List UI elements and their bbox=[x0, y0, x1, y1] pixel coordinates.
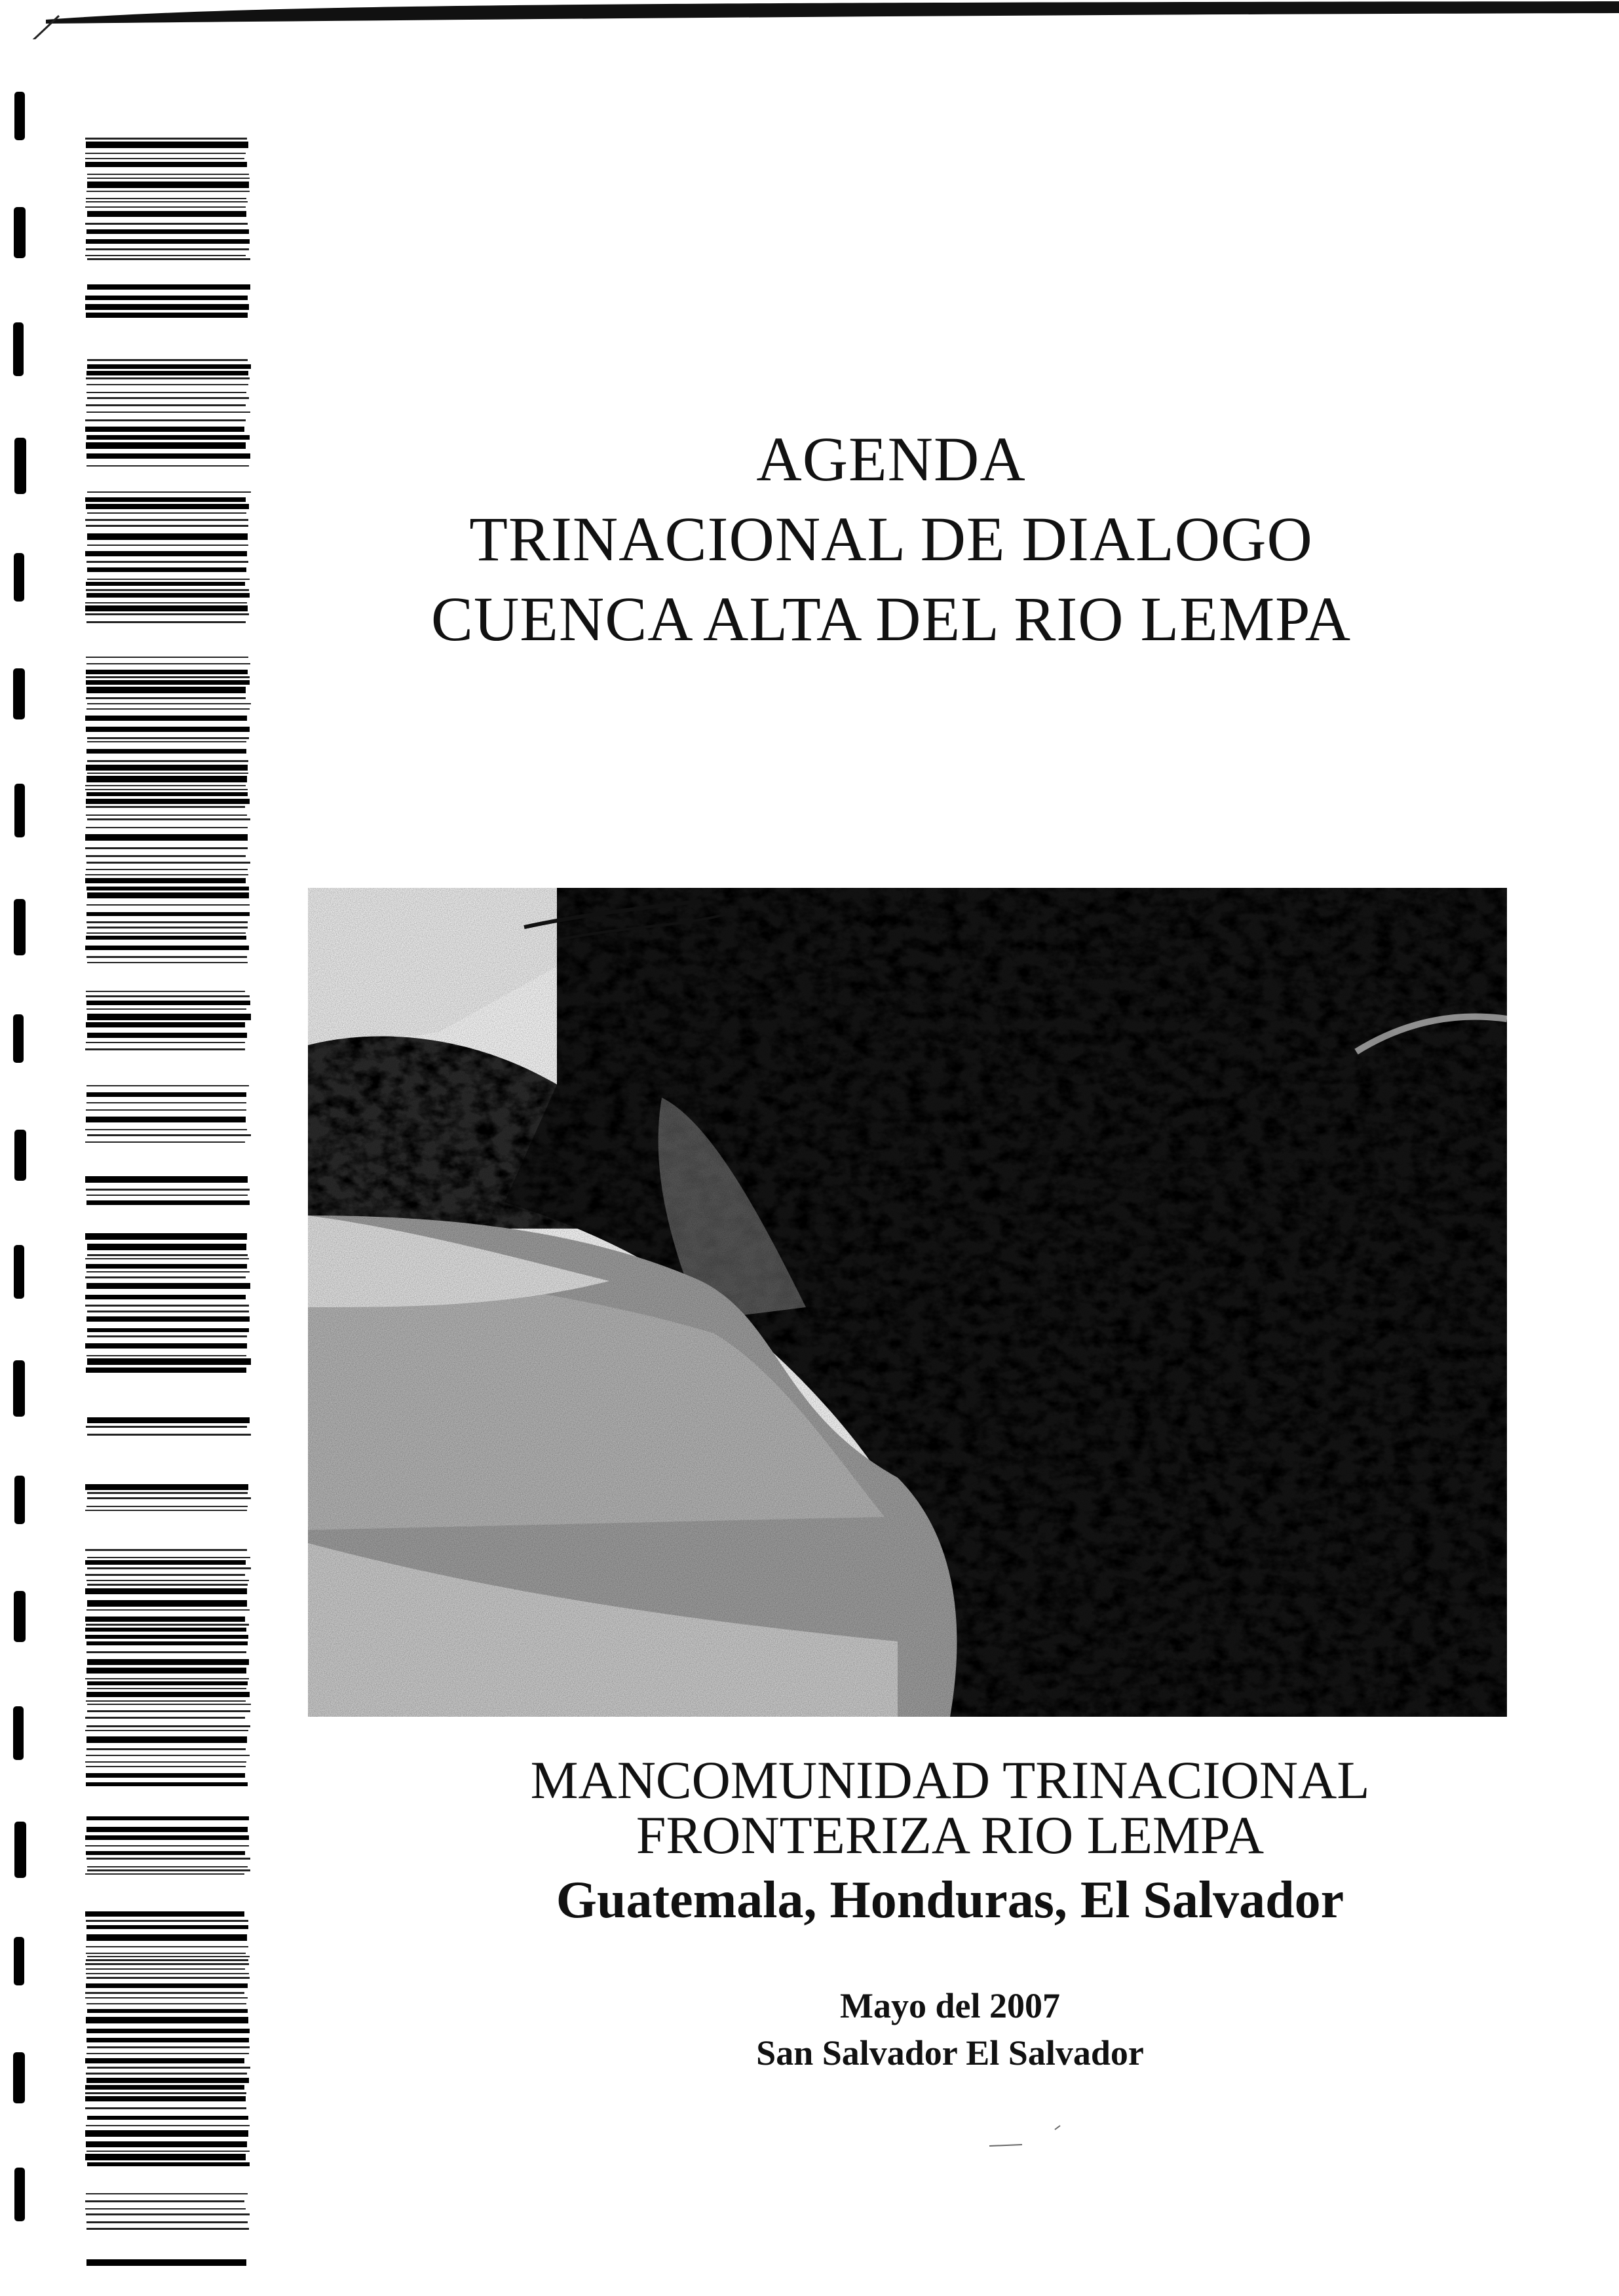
spine-bar bbox=[86, 727, 250, 732]
spine-bar bbox=[85, 834, 248, 841]
title-line-2: TRINACIONAL DE DIALOGO bbox=[469, 504, 1313, 574]
spine-bar bbox=[87, 1033, 247, 1038]
spine-bar bbox=[85, 206, 246, 208]
spine-bar bbox=[87, 1704, 251, 1705]
spine-bar bbox=[86, 2151, 250, 2152]
publication-place: San Salvador El Salvador bbox=[756, 2033, 1144, 2073]
spine-bar bbox=[86, 1283, 250, 1289]
spine-bar bbox=[86, 313, 248, 318]
organization-name bbox=[406, 1750, 1494, 1865]
spine-bar bbox=[86, 670, 248, 674]
spine-bar bbox=[86, 1189, 250, 1191]
spine-bar bbox=[86, 1426, 247, 1428]
spine-bar bbox=[86, 2003, 246, 2004]
spine-bar bbox=[86, 2221, 248, 2223]
spine-bar bbox=[86, 435, 250, 440]
spine-bar bbox=[86, 680, 250, 685]
spine-bar bbox=[86, 198, 246, 199]
spine-bar bbox=[86, 676, 250, 678]
organization-line-1: MANCOMUNIDAD TRINACIONAL bbox=[530, 1750, 1370, 1810]
spine-bar bbox=[87, 284, 250, 290]
spine-bar bbox=[87, 703, 251, 704]
spine-bar bbox=[86, 887, 249, 890]
spine-bar bbox=[87, 2046, 250, 2048]
spine-bar bbox=[86, 806, 245, 808]
spine-bar bbox=[86, 1641, 248, 1645]
spine-bar bbox=[86, 1959, 248, 1961]
spine-bar bbox=[85, 2107, 246, 2109]
spine-bar bbox=[85, 847, 248, 849]
spine-bar bbox=[86, 1755, 250, 1756]
spine-bar bbox=[86, 411, 250, 413]
spine-bar bbox=[86, 1973, 249, 1974]
spine-bar bbox=[86, 1117, 246, 1122]
spine-bar bbox=[86, 1085, 249, 1086]
spine-bar bbox=[86, 814, 247, 816]
spine-bar bbox=[86, 912, 250, 916]
spine-bar bbox=[87, 1134, 251, 1136]
spine-bar bbox=[86, 384, 248, 385]
spine-bar bbox=[85, 1997, 248, 1999]
spine-bar bbox=[85, 2085, 244, 2090]
spine-bar bbox=[86, 201, 248, 202]
spine-bar bbox=[86, 1264, 247, 1269]
binding-hole bbox=[14, 1937, 24, 1985]
spine-bar bbox=[86, 687, 246, 693]
spine-bar bbox=[86, 1200, 250, 1205]
spine-bar bbox=[85, 1048, 245, 1050]
spine-bar bbox=[85, 613, 249, 615]
spine-bar bbox=[86, 1934, 247, 1941]
spine-bar bbox=[86, 1368, 246, 1373]
spine-bar bbox=[86, 1609, 250, 1611]
spine-bar bbox=[86, 525, 248, 527]
binding-hole bbox=[14, 438, 26, 494]
spine-bar bbox=[86, 1692, 250, 1697]
spine-bar bbox=[86, 869, 248, 870]
spine-bar bbox=[86, 1816, 249, 1820]
spine-bar bbox=[85, 1129, 247, 1130]
spine-bar bbox=[85, 1510, 247, 1511]
spine-bar bbox=[85, 1343, 247, 1349]
spine-bar bbox=[85, 427, 244, 432]
spine-bar bbox=[86, 142, 248, 148]
spine-bar bbox=[86, 1827, 248, 1832]
spine-bar bbox=[87, 773, 248, 774]
spine-bar bbox=[85, 602, 247, 603]
spine-bar bbox=[87, 1244, 246, 1250]
spine-bar bbox=[85, 1678, 249, 1679]
spine-bar bbox=[86, 1920, 248, 1922]
spine-bar bbox=[85, 162, 247, 167]
spine-bar bbox=[86, 1195, 248, 1196]
spine-bar bbox=[85, 878, 246, 883]
spine-bar bbox=[87, 364, 251, 369]
binding-hole bbox=[13, 322, 24, 376]
spine-bar bbox=[86, 776, 247, 782]
spine-bar bbox=[85, 1560, 246, 1565]
spine-bar bbox=[87, 1358, 251, 1365]
spine-bar bbox=[85, 138, 247, 140]
spine-bar bbox=[86, 749, 246, 754]
spine-bar bbox=[86, 1506, 248, 1507]
spine-bar bbox=[87, 1328, 249, 1332]
spine-bar bbox=[87, 760, 248, 762]
spine-bar bbox=[85, 1628, 246, 1632]
spine-bar bbox=[85, 1845, 249, 1846]
spine-bar bbox=[86, 1700, 246, 1702]
title-line-1: AGENDA bbox=[756, 424, 1026, 494]
spine-bar bbox=[86, 1271, 250, 1272]
spine-bar bbox=[86, 1316, 250, 1322]
spine-bar bbox=[87, 892, 249, 898]
binding-hole bbox=[14, 1130, 26, 1181]
spine-bar bbox=[87, 962, 248, 963]
spine-bar bbox=[86, 708, 250, 710]
countries-line: Guatemala, Honduras, El Salvador bbox=[556, 1871, 1344, 1929]
spine-bar bbox=[86, 1748, 246, 1750]
spine-bar bbox=[85, 1963, 249, 1965]
spine-bar bbox=[86, 1953, 246, 1954]
scan-specks bbox=[983, 2116, 1114, 2156]
spine-bar bbox=[85, 2096, 246, 2101]
spine-bar bbox=[85, 2130, 248, 2137]
spine-bar bbox=[86, 248, 249, 250]
spine-bar bbox=[87, 1600, 247, 1607]
spine-bar bbox=[87, 397, 249, 399]
spine-bar bbox=[87, 359, 248, 361]
spine-bar bbox=[87, 1417, 250, 1423]
spine-bar bbox=[87, 182, 249, 188]
spine-bar bbox=[86, 1983, 248, 1988]
spine-bar bbox=[87, 2162, 250, 2166]
spine-bar bbox=[87, 1866, 248, 1867]
spine-bar bbox=[87, 1335, 247, 1337]
spine-bar bbox=[86, 1022, 245, 1027]
spine-bar bbox=[87, 533, 248, 540]
spine-bar bbox=[86, 1008, 246, 1010]
spine-bar bbox=[86, 2073, 247, 2075]
spine-bar bbox=[87, 1567, 251, 1569]
spine-bar bbox=[85, 2200, 244, 2202]
binding-hole bbox=[14, 2168, 25, 2221]
spine-bar bbox=[87, 1557, 250, 1558]
spine-bar bbox=[85, 946, 249, 950]
spine-bar bbox=[85, 789, 248, 790]
spine-bar bbox=[85, 1258, 249, 1259]
spine-bar bbox=[85, 1635, 248, 1639]
spine-bar bbox=[86, 792, 248, 796]
spine-bar bbox=[87, 1681, 248, 1685]
spine-bar bbox=[87, 545, 248, 546]
spine-bar bbox=[85, 1233, 247, 1240]
scan-edge-shadow bbox=[0, 0, 1619, 39]
spine-bar bbox=[86, 1355, 246, 1356]
spine-bar bbox=[87, 491, 251, 493]
spine-bar bbox=[86, 936, 246, 940]
spine-bar bbox=[85, 255, 246, 256]
spine-bar bbox=[86, 1773, 245, 1778]
spine-bar bbox=[86, 392, 246, 393]
spine-bar bbox=[85, 1549, 247, 1551]
spine-bar bbox=[87, 2009, 248, 2013]
binding-hole bbox=[13, 2052, 25, 2103]
spine-bar bbox=[86, 1977, 250, 1979]
spine-bar bbox=[85, 1588, 247, 1594]
spine-bar bbox=[86, 239, 250, 244]
spine-bar bbox=[86, 2038, 249, 2042]
spine-bar bbox=[86, 404, 246, 406]
spine-bar bbox=[86, 697, 246, 699]
spine-bar bbox=[86, 593, 250, 598]
spine-bar bbox=[85, 551, 247, 556]
spine-bar bbox=[85, 1574, 245, 1576]
spine-bar bbox=[85, 223, 248, 225]
spine-bar bbox=[85, 1992, 244, 1994]
spine-bar bbox=[85, 1176, 248, 1183]
spine-bar bbox=[87, 1956, 250, 1957]
spine-bar bbox=[85, 785, 246, 786]
spine-bar bbox=[85, 1276, 246, 1278]
binding-hole bbox=[14, 207, 26, 258]
spine-bar bbox=[86, 1736, 247, 1743]
spine-bar bbox=[85, 2092, 246, 2094]
binding-hole bbox=[13, 1014, 24, 1063]
spine-bar bbox=[87, 579, 250, 580]
spine-bar bbox=[87, 737, 249, 739]
spine-bar bbox=[86, 465, 249, 467]
spine-bar bbox=[85, 605, 248, 611]
spine-bar bbox=[86, 2228, 249, 2230]
spine-bar bbox=[86, 377, 250, 379]
spine-bar bbox=[85, 2208, 246, 2210]
spine-bar bbox=[85, 519, 248, 521]
spine-bar bbox=[87, 2116, 248, 2120]
spine-bar bbox=[85, 304, 249, 310]
spine-bar bbox=[86, 2141, 247, 2147]
spine-bar bbox=[87, 1434, 251, 1436]
spine-bar bbox=[87, 174, 249, 175]
spine-bar bbox=[87, 927, 248, 928]
binding-hole bbox=[14, 1822, 26, 1878]
spine-bar bbox=[87, 1492, 248, 1494]
spine-bar bbox=[86, 862, 250, 864]
spine-bar bbox=[86, 1624, 249, 1626]
spine-bar bbox=[86, 2125, 250, 2126]
binding-hole bbox=[13, 1706, 24, 1760]
spine-bar bbox=[86, 1858, 250, 1860]
title-line-3: CUENCA ALTA DEL RIO LEMPA bbox=[430, 584, 1352, 654]
binding-hole bbox=[14, 1476, 25, 1524]
spine-bar bbox=[86, 2259, 246, 2266]
spine-bar bbox=[86, 442, 246, 449]
spine-bar bbox=[85, 497, 246, 502]
spine-bar bbox=[87, 512, 246, 514]
spine-bar bbox=[85, 1617, 245, 1622]
spine-bar bbox=[86, 799, 250, 804]
spine-bar bbox=[86, 2078, 249, 2083]
spine-bar bbox=[85, 1730, 248, 1731]
spine-bar bbox=[86, 663, 250, 664]
spine-bar bbox=[85, 2058, 244, 2063]
spine-bar bbox=[86, 657, 248, 658]
spine-bar bbox=[86, 904, 250, 906]
spine-bar bbox=[86, 921, 248, 923]
spine-bar bbox=[86, 932, 246, 934]
spine-bar bbox=[86, 1925, 248, 1929]
spine-bar bbox=[86, 561, 248, 563]
spine-bar bbox=[85, 158, 244, 159]
spine-bar bbox=[86, 1102, 246, 1103]
publication-info bbox=[590, 1982, 1310, 2076]
spine-bar bbox=[86, 621, 246, 623]
spine-bar bbox=[87, 1311, 249, 1312]
spine-bar bbox=[87, 1659, 249, 1665]
spine-bar bbox=[86, 1766, 246, 1767]
binding-hole bbox=[13, 668, 25, 719]
spine-bar bbox=[87, 2067, 250, 2069]
spine-bar bbox=[86, 371, 248, 375]
spine-bar bbox=[86, 582, 245, 586]
spine-bar bbox=[86, 827, 248, 828]
spine-bar bbox=[86, 453, 250, 459]
spine-bar bbox=[86, 1668, 246, 1674]
spine-bar bbox=[86, 1109, 246, 1111]
spine-bar bbox=[87, 1688, 246, 1689]
spine-bar bbox=[87, 1584, 248, 1586]
river-landscape-photo bbox=[308, 888, 1507, 1717]
spine-bar bbox=[85, 1835, 249, 1840]
spine-bar bbox=[86, 1651, 246, 1653]
spine-bar bbox=[86, 504, 249, 509]
spine-bar bbox=[87, 1254, 248, 1256]
spine-bar bbox=[86, 1946, 248, 1947]
spine-bar bbox=[86, 1782, 248, 1786]
spine-bar bbox=[85, 1141, 245, 1143]
binding-hole bbox=[14, 1591, 26, 1642]
spine-bar bbox=[87, 567, 246, 572]
spine-bar bbox=[86, 1851, 245, 1855]
spine-bar bbox=[85, 1305, 249, 1307]
spine-bar bbox=[86, 191, 250, 192]
spine-bar bbox=[86, 995, 250, 997]
spine-bar bbox=[86, 229, 249, 234]
spine-bar bbox=[86, 2029, 250, 2033]
spine-bar bbox=[85, 1911, 244, 1917]
binding-hole bbox=[14, 899, 26, 955]
publication-date: Mayo del 2007 bbox=[840, 1986, 1060, 2025]
spine-bar bbox=[86, 2053, 249, 2054]
document-title bbox=[249, 419, 1533, 659]
spine-bar bbox=[87, 1869, 250, 1871]
binding-hole bbox=[14, 553, 24, 602]
spine-bar bbox=[85, 296, 248, 300]
spine-bar bbox=[86, 855, 246, 857]
spine-bar bbox=[85, 1873, 244, 1875]
spine-bar bbox=[87, 1497, 251, 1499]
spine-bar bbox=[85, 1295, 246, 1299]
spine-bar bbox=[86, 1092, 246, 1097]
spine-bar bbox=[86, 589, 249, 591]
spine-bar bbox=[87, 258, 250, 260]
spine-bar bbox=[85, 153, 246, 154]
spine-bar bbox=[87, 178, 250, 179]
spine-bar bbox=[85, 716, 247, 721]
binding-holes bbox=[0, 66, 39, 2267]
spine-bar bbox=[86, 956, 247, 958]
spine-bar bbox=[87, 211, 246, 217]
spine-bar bbox=[86, 991, 245, 992]
spine-bar bbox=[87, 818, 250, 820]
spine-bar bbox=[86, 765, 248, 771]
binding-hole bbox=[14, 784, 25, 837]
spine-bar bbox=[85, 2154, 246, 2160]
spine-bar bbox=[86, 2213, 250, 2215]
spine-bar bbox=[85, 1717, 245, 1719]
spine-bar bbox=[86, 1042, 245, 1043]
spine-bar bbox=[85, 1761, 246, 1763]
spine-bar bbox=[86, 2193, 248, 2194]
spine-bar bbox=[85, 874, 248, 875]
organization-line-2: FRONTERIZA RIO LEMPA bbox=[636, 1805, 1265, 1865]
binding-hole bbox=[14, 92, 25, 140]
binding-hole bbox=[14, 1245, 24, 1299]
spine-bar bbox=[85, 1484, 248, 1490]
spine-bar bbox=[87, 1710, 250, 1712]
spine-bar bbox=[86, 1580, 249, 1581]
spine-bar bbox=[87, 1014, 251, 1020]
spine-bar bbox=[86, 1001, 250, 1005]
binding-hole bbox=[13, 1360, 25, 1417]
spine-bar bbox=[85, 419, 246, 421]
spine-bar bbox=[86, 2017, 248, 2023]
spine-bar bbox=[87, 741, 246, 742]
comb-binding-spine bbox=[79, 138, 262, 2296]
spine-bar bbox=[86, 1725, 250, 1727]
spine-bar bbox=[86, 1968, 245, 1970]
